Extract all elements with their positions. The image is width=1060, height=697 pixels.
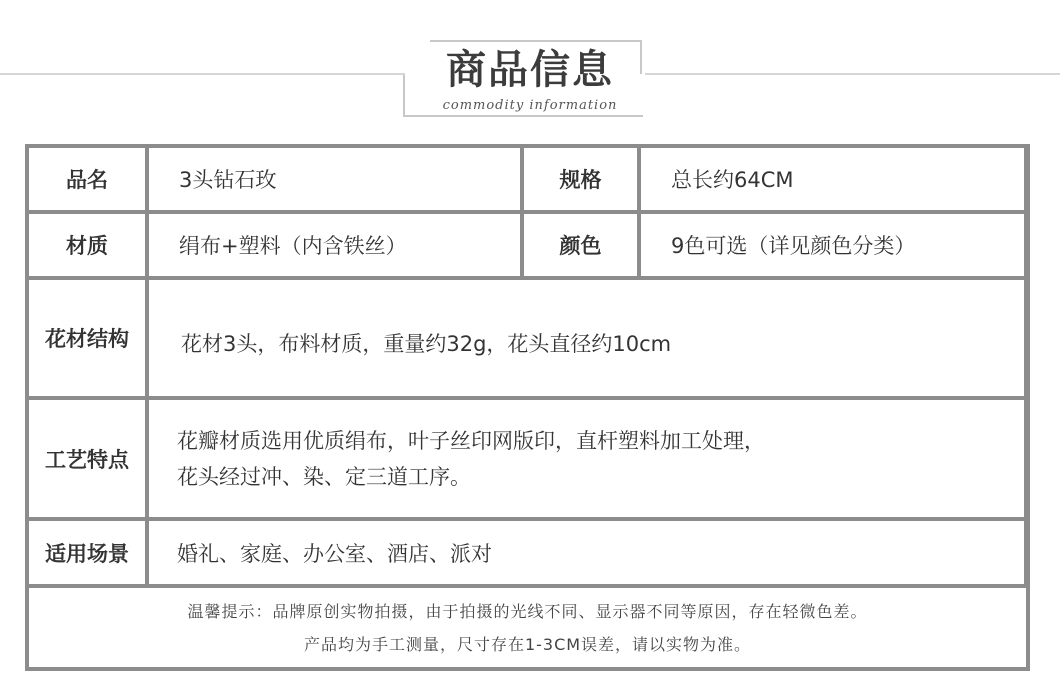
- craft-line-2: 花头经过冲、染、定三道工序。: [177, 464, 471, 489]
- color-label: 颜色: [524, 214, 637, 276]
- name-label: 品名: [29, 148, 145, 210]
- scene-label: 适用场景: [29, 521, 145, 584]
- section-header: [0, 0, 1060, 140]
- reminder-note: [29, 588, 1026, 667]
- spec-value: 总长约64CM: [641, 148, 1024, 210]
- structure-label: 花材结构: [29, 280, 145, 396]
- reminder-line-1: 温馨提示：品牌原创实物拍摄，由于拍摄的光线不同、显示器不同等原因，存在轻微色差。: [187, 601, 868, 621]
- header-divider-right: [645, 73, 1060, 75]
- material-value: 绢布+塑料（内含铁丝）: [149, 214, 520, 276]
- product-info-table: [25, 144, 1030, 671]
- craft-label: 工艺特点: [29, 400, 145, 517]
- structure-value: 花材3头，布料材质，重量约32g，花头直径约10cm: [149, 280, 1024, 396]
- spec-label: 规格: [524, 148, 637, 210]
- section-title: 商品信息: [446, 47, 614, 93]
- craft-value: [149, 400, 1024, 517]
- scene-value: 婚礼、家庭、办公室、酒店、派对: [149, 521, 1024, 584]
- name-value: 3头钻石玫: [149, 148, 520, 210]
- section-subtitle: commodity information: [442, 98, 618, 113]
- reminder-line-2: 产品均为手工测量，尺寸存在1-3CM误差，请以实物为准。: [303, 634, 752, 654]
- header-divider-left: [0, 73, 405, 75]
- material-label: 材质: [29, 214, 145, 276]
- color-value: 9色可选（详见颜色分类）: [641, 214, 1024, 276]
- craft-line-1: 花瓣材质选用优质绢布，叶子丝印网版印，直杆塑料加工处理，: [177, 428, 765, 453]
